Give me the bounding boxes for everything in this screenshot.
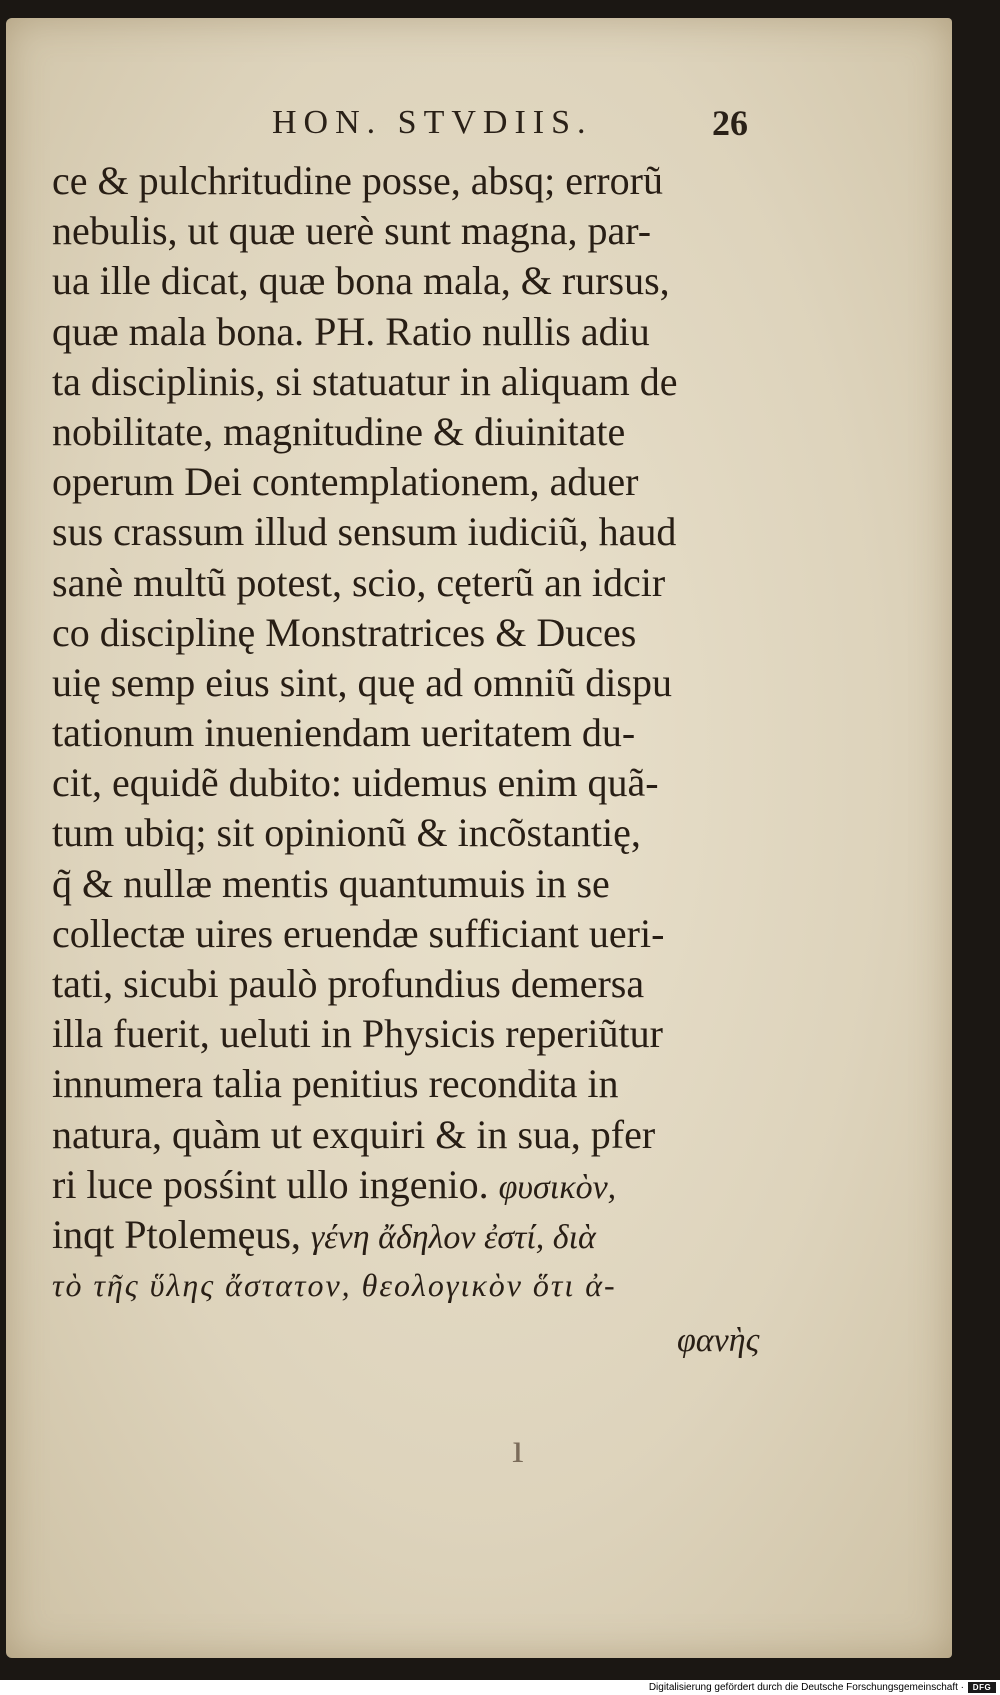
- text-line: tati, sicubi paulò profundius demersa: [52, 961, 645, 1006]
- text-line-latin: ri luce posśint ullo ingenio.: [52, 1161, 489, 1207]
- page-number: 26: [712, 103, 748, 143]
- text-line: uię semp eius sint, quę ad omniũ dispu: [52, 659, 672, 705]
- text-line: tum ubiq; sit opinionũ & incõstantię,: [52, 810, 641, 856]
- text-line: tationum inueniendam ueritatem du-: [52, 710, 636, 756]
- text-line: ta disciplinis, si statuatur in aliquam de: [52, 358, 678, 404]
- text-line-with-greek: [52, 1160, 782, 1210]
- running-head-title: HON. STVDIIS.: [272, 104, 593, 141]
- text-line: sanè multũ potest, scio, cęterũ an idcir: [52, 559, 666, 605]
- text-line: operum Dei contemplationem, aduer: [52, 459, 639, 505]
- text-line: nobilitate, magnitudine & diuinitate: [52, 408, 626, 454]
- text-line: nebulis, ut quæ uerè sunt magna, par-: [52, 208, 652, 254]
- text-line: collectæ uires eruendæ sufficiant ueri-: [52, 910, 665, 956]
- text-line: natura, quàm ut exquiri & in sua, pfer: [52, 1111, 656, 1157]
- catchword: φανὴς: [677, 1322, 760, 1359]
- dfg-logo: DFG: [968, 1682, 996, 1693]
- greek-phrase: γένη ἄδηλον ἐστί, διὰ: [310, 1218, 596, 1256]
- text-line: illa fuerit, ueluti in Physicis reperiũtur: [52, 1011, 663, 1057]
- greek-line: τὸ τῆς ὕλης ἄστατον, θεολογικὸν ὅτι ἀ-: [52, 1267, 617, 1304]
- text-line: ua ille dicat, quæ bona mala, & rursus,: [52, 258, 670, 304]
- text-line: sus crassum illud sensum iudiciũ, haud: [52, 509, 677, 555]
- footer-credit: Digitalisierung gefördert durch die Deutsche Forschungsgemeinschaft ·: [648, 1682, 964, 1693]
- text-line-latin: inqt Ptolemęus,: [52, 1211, 301, 1257]
- text-line: cit, equidẽ dubito: uidemus enim quã-: [52, 760, 659, 806]
- body-text: [52, 156, 782, 1310]
- greek-word: φυσικὸν,: [498, 1168, 617, 1206]
- text-line: ce & pulchritudine posse, absq; errorũ: [52, 158, 663, 203]
- signature-mark: ı: [512, 1426, 524, 1472]
- text-line: quæ mala bona. PH. Ratio nullis adiu: [52, 308, 650, 354]
- running-head: [272, 104, 772, 148]
- text-line-with-greek: [52, 1210, 782, 1260]
- text-line: innumera talia penitius recondita in: [52, 1061, 619, 1107]
- text-line: q̃ & nullæ mentis quantumuis in se: [52, 860, 610, 906]
- footer-bar: [0, 1680, 1000, 1695]
- text-line: co disciplinę Monstratrices & Duces: [52, 609, 637, 655]
